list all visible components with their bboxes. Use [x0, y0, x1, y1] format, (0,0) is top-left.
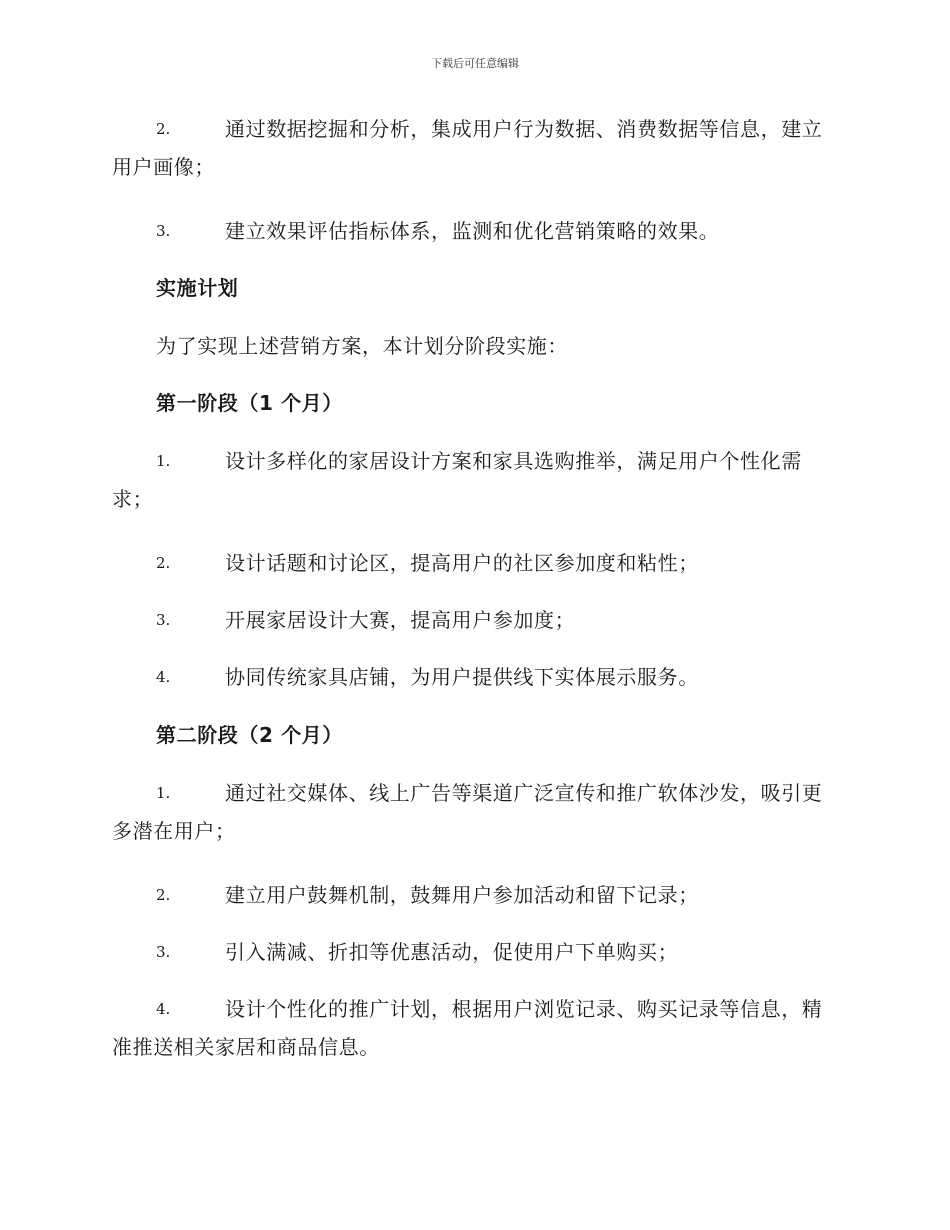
list-number: 3.: [156, 943, 171, 961]
page-header-note: 下载后可任意编辑: [431, 57, 519, 70]
phase-heading: 第一阶段（1 个月）: [156, 391, 343, 415]
list-item: [112, 876, 837, 914]
list-item: [112, 212, 837, 250]
list-text: 设计话题和讨论区，提高用户的社区参加度和粘性；: [225, 551, 699, 575]
list-number: 1.: [156, 784, 171, 802]
list-number: 2.: [156, 554, 171, 572]
list-text: 设计多样化的家居设计方案和家具选购推举，满足用户个性化需求；: [112, 449, 802, 511]
list-number: 2.: [156, 120, 171, 138]
list-item: [112, 774, 837, 850]
list-text: 建立效果评估指标体系，监测和优化营销策略的效果。: [225, 219, 720, 243]
phase-heading: 第二阶段（2 个月）: [156, 723, 343, 747]
list-text: 通过社交媒体、线上广告等渠道广泛宣传和推广软体沙发，吸引更多潜在用户；: [112, 781, 823, 843]
list-number: 1.: [156, 452, 171, 470]
list-text: 设计个性化的推广计划，根据用户浏览记录、购买记录等信息，精准推送相关家居和商品信息。: [112, 997, 823, 1059]
list-number: 3.: [156, 222, 171, 240]
list-item: [112, 658, 837, 696]
list-item: [112, 601, 837, 639]
list-item: [112, 933, 837, 971]
list-number: 4.: [156, 1000, 171, 1018]
list-text: 协同传统家具店铺，为用户提供线下实体展示服务。: [225, 665, 699, 689]
list-text: 开展家居设计大赛，提高用户参加度；: [225, 608, 576, 632]
list-item: [112, 110, 837, 186]
list-text: 引入满减、折扣等优惠活动，促使用户下单购买；: [225, 940, 679, 964]
list-text: 建立用户鼓舞机制，鼓舞用户参加活动和留下记录；: [225, 883, 699, 907]
list-number: 3.: [156, 611, 171, 629]
list-number: 2.: [156, 886, 171, 904]
section-heading: 实施计划: [156, 276, 239, 300]
list-item: [112, 442, 837, 518]
list-number: 4.: [156, 668, 171, 686]
list-text: 通过数据挖掘和分析，集成用户行为数据、消费数据等信息，建立用户画像；: [112, 117, 823, 179]
list-item: [112, 544, 837, 582]
list-item: [112, 990, 837, 1066]
intro-paragraph: 为了实现上述营销方案，本计划分阶段实施：: [156, 334, 568, 358]
